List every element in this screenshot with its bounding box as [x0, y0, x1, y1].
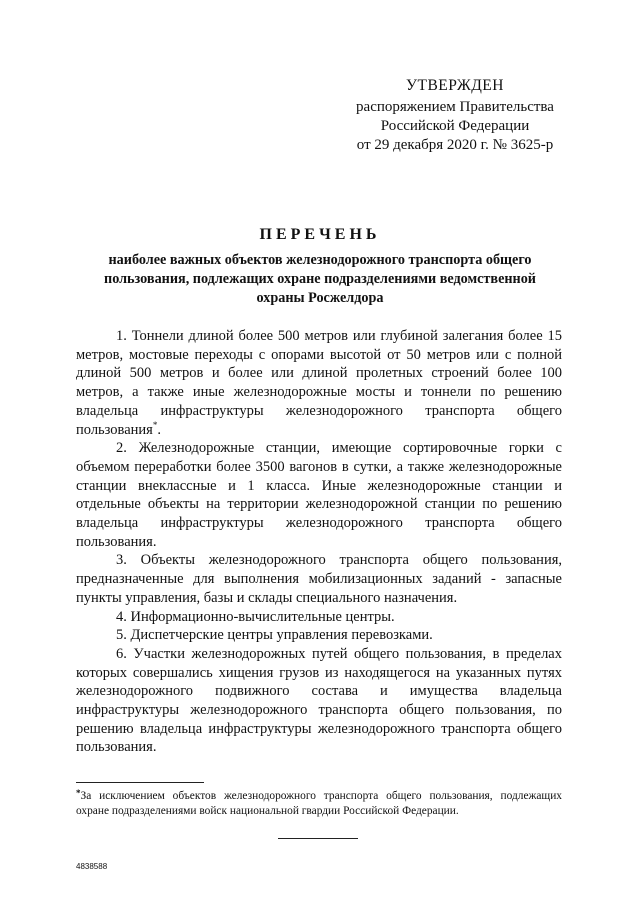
footnote [76, 786, 562, 819]
footnote-reference: * [152, 419, 158, 430]
approval-line-3: от 29 декабря 2020 г. № 3625-р [356, 137, 554, 153]
list-item-1 [76, 327, 562, 439]
list-item-1-text: 1. Тоннели длиной более 500 метров или глубиной залегания более 15 метров, мостовые переходы с опорами высотой от 50 метров или с полной длиной 500 метров и более или длиной пролетных строений более 100 метров, а также иные железнодорожные мосты и тоннели по решению владельца инфраструктуры железнодорожного транспорта общего пользования [76, 328, 562, 438]
document-subtitle: наиболее важных объектов железнодорожного транспорта общего пользования, подлежащих охране подразделениями ведомственной охраны Росжелдора [104, 252, 536, 306]
footnote-divider [76, 782, 204, 783]
end-divider [278, 838, 358, 839]
approval-line-1: распоряжением Правительства [356, 99, 554, 115]
document-number: 4838588 [76, 862, 108, 871]
document-title: ПЕРЕЧЕНЬ [259, 226, 381, 243]
list-item-2: 2. Железнодорожные станции, имеющие сортировочные горки с объемом переработки более 3500 вагонов в сутки, а также железнодорожные станции внеклассные и 1 класса. Иные железнодорожные станции и отдельные объекты на территории железнодорожной станции по решению владельца инфраструктуры железнодорожного транспорта общего пользования. [76, 440, 562, 550]
list-item-6: 6. Участки железнодорожных путей общего пользования, в пределах которых совершались хищения грузов из находящегося на указанных путях железнодорожного подвижного состава и имущества владельца инфраструктуры железнодорожного транспорта общего пользования, по решению владельца инфраструктуры железнодорожного транспорта общего пользования. [76, 645, 562, 756]
approval-line-2: Российской Федерации [380, 118, 530, 134]
approved-heading: УТВЕРЖДЕН [406, 77, 504, 94]
list-item-4: 4. Информационно-вычислительные центры. [116, 608, 395, 625]
list-item-5: 5. Диспетчерские центры управления перевозками. [116, 627, 433, 644]
list-item-1-end: . [157, 421, 161, 438]
footnote-marker: * [76, 788, 81, 798]
document-body [76, 327, 562, 757]
list-item-3: 3. Объекты железнодорожного транспорта общего пользования, предназначенные для выполнения мобилизационных заданий - запасные пункты управления, базы и склады специального назначения. [76, 552, 562, 606]
approval-stamp [330, 76, 580, 155]
footnote-text: За исключением объектов железнодорожного транспорта общего пользования, подлежащих охране подразделениями войск национальной гвардии Российской Федерации. [76, 790, 562, 817]
